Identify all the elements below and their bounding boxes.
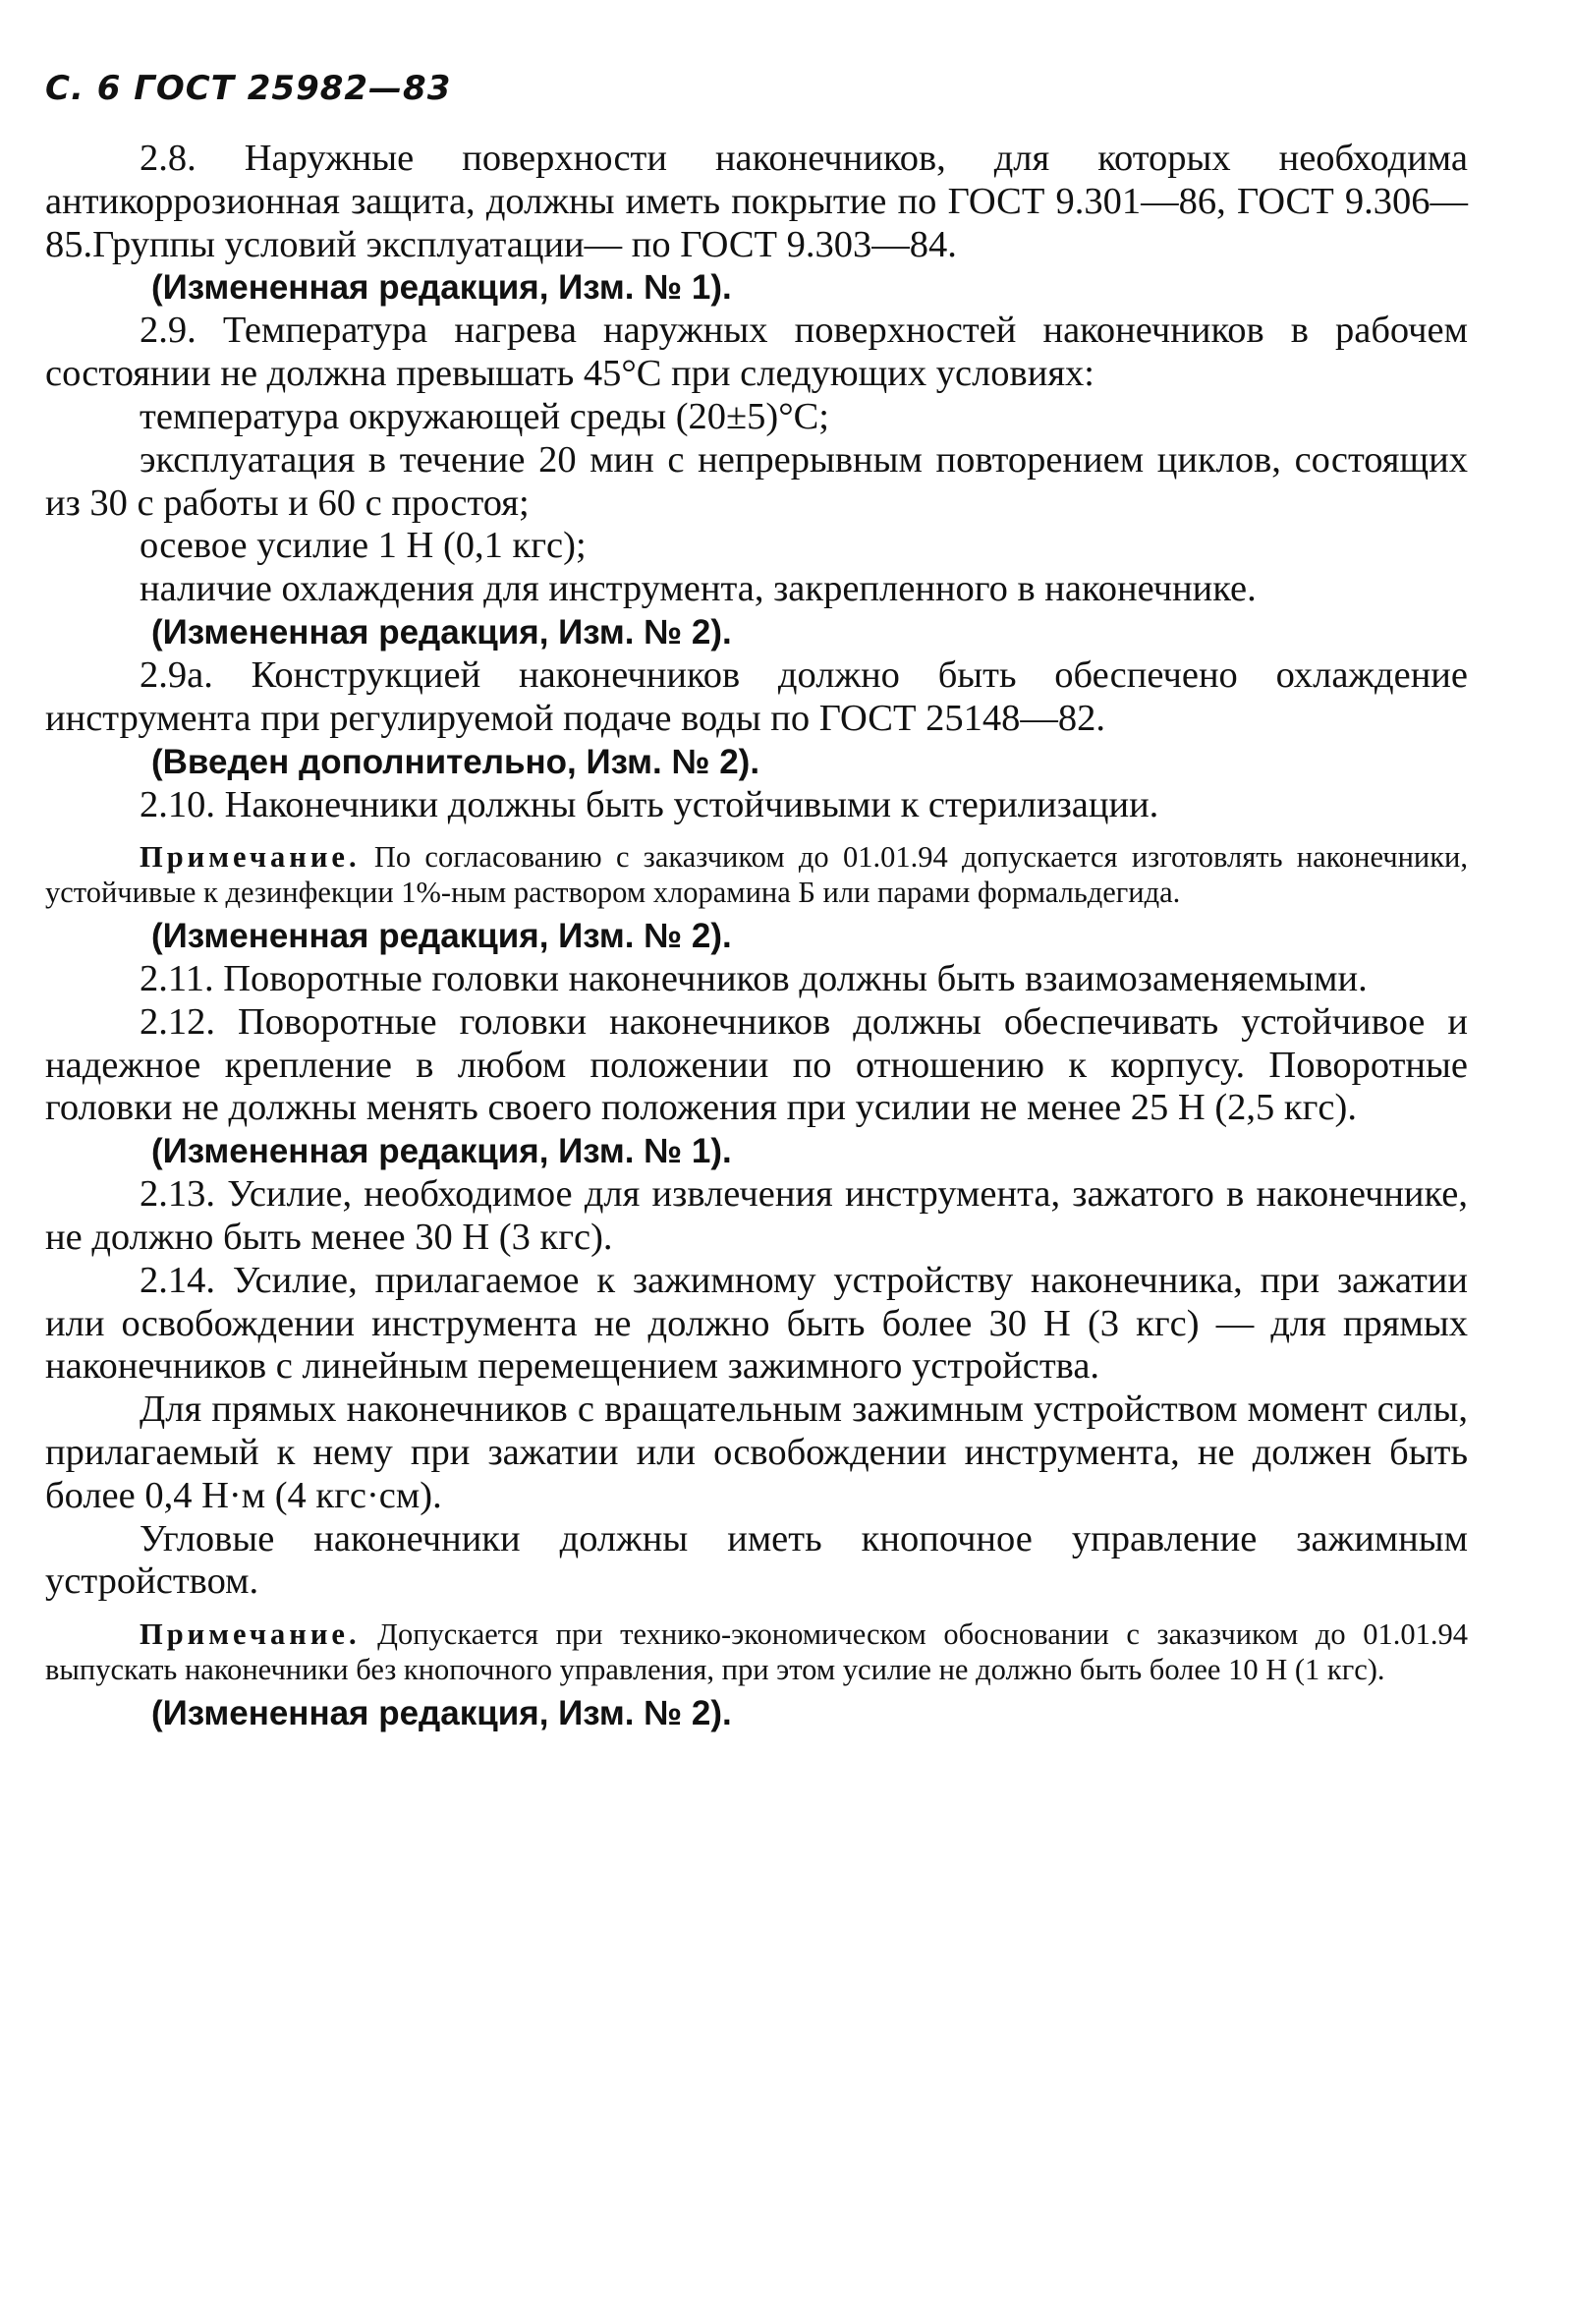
amendment-note: (Введен дополнительно, Изм. № 2).: [151, 742, 760, 781]
clause-2-11: 2.11. Поворотные головки наконечников должны быть взаимозаменяемыми.: [140, 957, 1368, 999]
clause-2-8: 2.8. Наружные поверхности наконечников, для которых необходима антикоррозионная защита, должны иметь покрытие по ГОСТ 9.301—86, ГОСТ 9.306—85.Группы условий эксплуатации— по ГОСТ 9.303—84.: [45, 138, 1468, 265]
amendment-note: (Измененная редакция, Изм. № 2).: [151, 1693, 732, 1732]
clause-2-14: 2.14. Усилие, прилагаемое к зажимному устройству наконечника, при зажатии или освобождении инструмента не должно быть более 30 Н (3 кгс) — для прямых наконечников с линейным перемещением зажимного устройства.: [45, 1259, 1468, 1388]
condition-item: температура окружающей среды (20±5)°С;: [140, 395, 829, 437]
note-label: Примечание.: [140, 1617, 361, 1652]
condition-item: эксплуатация в течение 20 мин с непрерывным повторением циклов, состоящих из 30 с работы и 60 с простоя;: [45, 438, 1468, 524]
clause-2-9a: 2.9а. Конструкцией наконечников должно быть обеспечено охлаждение инструмента при регулируемой подаче воды по ГОСТ 25148—82.: [45, 653, 1468, 739]
note-text: По согласованию с заказчиком до 01.01.94 допускается изготовлять наконечники, устойчивые к дезинфекции 1%-ным раствором хлорамина Б или парами формальдегида.: [45, 840, 1468, 910]
clause-2-12: 2.12. Поворотные головки наконечников должны обеспечивать устойчивое и надежное крепление в любом положении по отношению к корпусу. Поворотные головки не должны менять своего положения при усилии не менее 25 Н (2,5 кгс).: [45, 1000, 1468, 1129]
clause-2-13: 2.13. Усилие, необходимое для извлечения инструмента, зажатого в наконечнике, не должно быть менее 30 Н (3 кгс).: [45, 1173, 1468, 1258]
footnote-remark: [45, 1617, 1468, 1688]
clause-2-14-rotary: Для прямых наконечников с вращательным зажимным устройством момент силы, прилагаемый к нему при зажатии или освобождении инструмента, не должен быть более 0,4 Н·м (4 кгс·см).: [45, 1389, 1468, 1516]
condition-item: наличие охлаждения для инструмента, закрепленного в наконечнике.: [140, 568, 1257, 610]
footnote-remark: [45, 840, 1468, 911]
page-header: С. 6 ГОСТ 25982—83: [45, 69, 452, 108]
condition-item: осевое усилие 1 Н (0,1 кгс);: [140, 525, 587, 567]
amendment-note: (Измененная редакция, Изм. № 1).: [151, 1132, 732, 1171]
clause-2-10: 2.10. Наконечники должны быть устойчивыми к стерилизации.: [140, 783, 1159, 825]
amendment-note: (Измененная редакция, Изм. № 1).: [151, 268, 732, 308]
amendment-note: (Измененная редакция, Изм. № 2).: [151, 916, 732, 955]
clause-2-14-angular: Угловые наконечники должны иметь кнопочное управление зажимным устройством.: [45, 1517, 1468, 1603]
note-text: Допускается при технико-экономическом обосновании с заказчиком до 01.01.94 выпускать наконечники без кнопочного управления, при этом усилие не должно быть более 10 Н (1 кгс).: [45, 1617, 1468, 1686]
document-body: [45, 138, 1468, 1735]
amendment-note: (Измененная редакция, Изм. № 2).: [151, 612, 732, 652]
clause-2-9: 2.9. Температура нагрева наружных поверхностей наконечников в рабочем состоянии не должна превышать 45°С при следующих условиях:: [45, 310, 1468, 395]
note-label: Примечание.: [140, 840, 361, 875]
